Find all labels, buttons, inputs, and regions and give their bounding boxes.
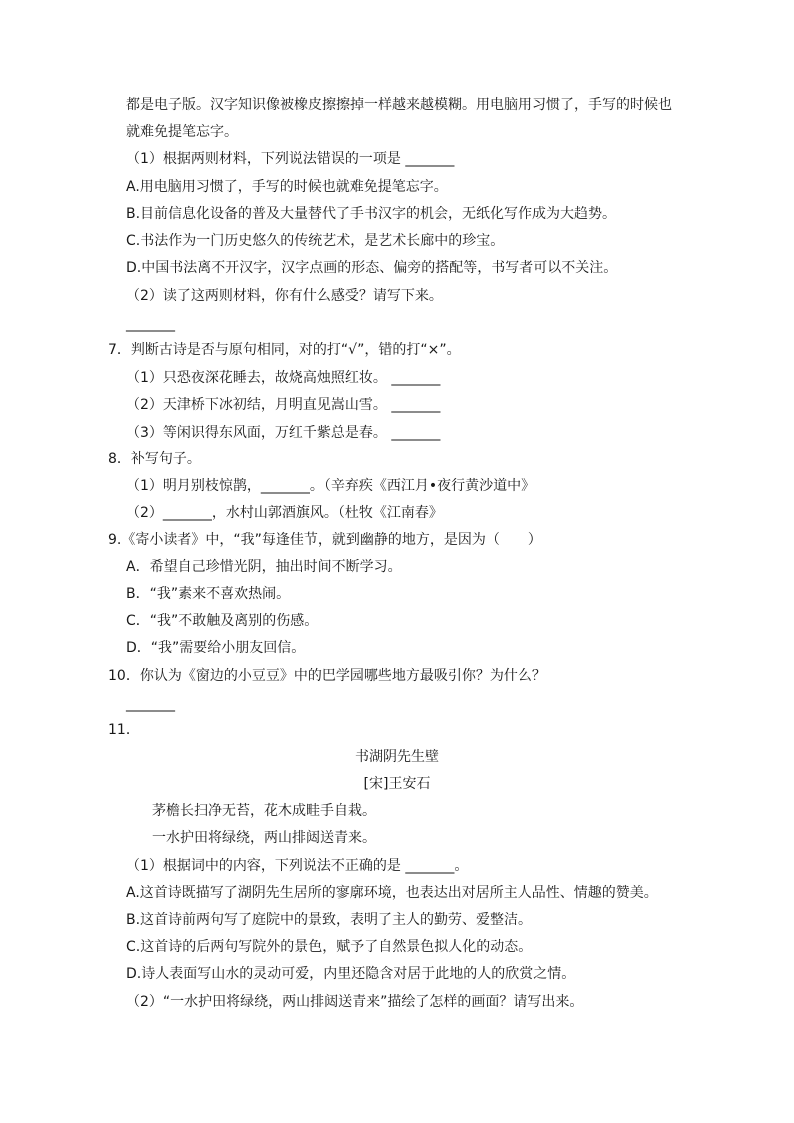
q10-title: 10．你认为《窗边的小豆豆》中的巴学园哪些地方最吸引你？为什么？ (108, 668, 546, 684)
q11-option-d: D.诗人表面写山水的灵动可爱，内里还隐含对居于此地的人的欣赏之情。 (126, 966, 576, 982)
q11-number: 11． (108, 722, 140, 738)
q11-subquestion-2: （2）“一水护田将绿绕，两山排闼送青来”描绘了怎样的画面？请写出来。 (126, 994, 584, 1010)
poem-line-2: 一水护田将绿绕，两山排闼送青来。 (152, 830, 376, 846)
q6-subquestion-2: （2）读了这两则材料，你有什么感受？请写下来。 (126, 288, 443, 304)
q7-item-2: （2）天津桥下冰初结，月明直见嵩山雪。 _______ (126, 397, 441, 413)
q9-title: 9.《寄小读者》中，“我”每逢佳节，就到幽静的地方，是因为（ ） (108, 532, 542, 548)
q11-option-b: B.这首诗前两句写了庭院中的景致，表明了主人的勤劳、爱整洁。 (126, 912, 533, 928)
poem-line-1: 茅檐长扫净无苔，花木成畦手自栽。 (152, 803, 376, 819)
q9-option-b: B．“我”素来不喜欢热闹。 (126, 586, 291, 602)
q8-title: 8．补写句子。 (108, 451, 201, 467)
q11-subquestion-1: （1）根据词中的内容，下列说法不正确的是 _______。 (126, 858, 469, 874)
q11-option-a: A.这首诗既描写了湖阴先生居所的寥廓环境，也表达出对居所主人品性、情趣的赞美。 (126, 885, 658, 901)
q6-option-d: D.中国书法离不开汉字，汉字点画的形态、偏旁的搭配等，书写者可以不关注。 (126, 260, 618, 276)
q7-title: 7．判断古诗是否与原句相同，对的打“√”，错的打“×”。 (108, 342, 461, 358)
passage-text-line: 都是电子版。汉字知识像被橡皮擦擦掉一样越来越模糊。用电脑用习惯了，手写的时候也 (126, 97, 672, 113)
answer-blank: _______ (126, 696, 175, 712)
q8-item-2: （2）_______，水村山郭酒旗风。（杜牧《江南春》 (126, 505, 443, 521)
q9-option-d: D．“我”需要给小朋友回信。 (126, 640, 306, 656)
q7-item-1: （1）只恐夜深花睡去，故烧高烛照红妆。 _______ (126, 370, 441, 386)
q8-item-1: （1）明月别枝惊鹊，_______。（辛弃疾《西江月•夜行黄沙道中》 (126, 478, 536, 494)
q6-option-b: B.目前信息化设备的普及大量替代了手书汉字的机会，无纸化写作成为大趋势。 (126, 206, 617, 222)
q6-subquestion-1: （1）根据两则材料，下列说法错误的一项是 _______ (126, 151, 455, 167)
passage-text-line: 就难免提笔忘字。 (126, 124, 238, 140)
poem-author: [宋]王安石 (363, 776, 431, 792)
answer-blank: _______ (126, 316, 175, 332)
q9-option-c: C．“我”不敢触及离别的伤感。 (126, 613, 319, 629)
q9-option-a: A．希望自己珍惜光阴，抽出时间不断学习。 (126, 559, 402, 575)
q6-option-c: C.书法作为一门历史悠久的传统艺术，是艺术长廊中的珍宝。 (126, 233, 505, 249)
q11-option-c: C.这首诗的后两句写院外的景色，赋予了自然景色拟人化的动态。 (126, 939, 533, 955)
q6-option-a: A.用电脑用习惯了，手写的时候也就难免提笔忘字。 (126, 179, 448, 195)
poem-title: 书湖阴先生壁 (355, 749, 439, 765)
q7-item-3: （3）等闲识得东风面，万红千紫总是春。 _______ (126, 425, 441, 441)
